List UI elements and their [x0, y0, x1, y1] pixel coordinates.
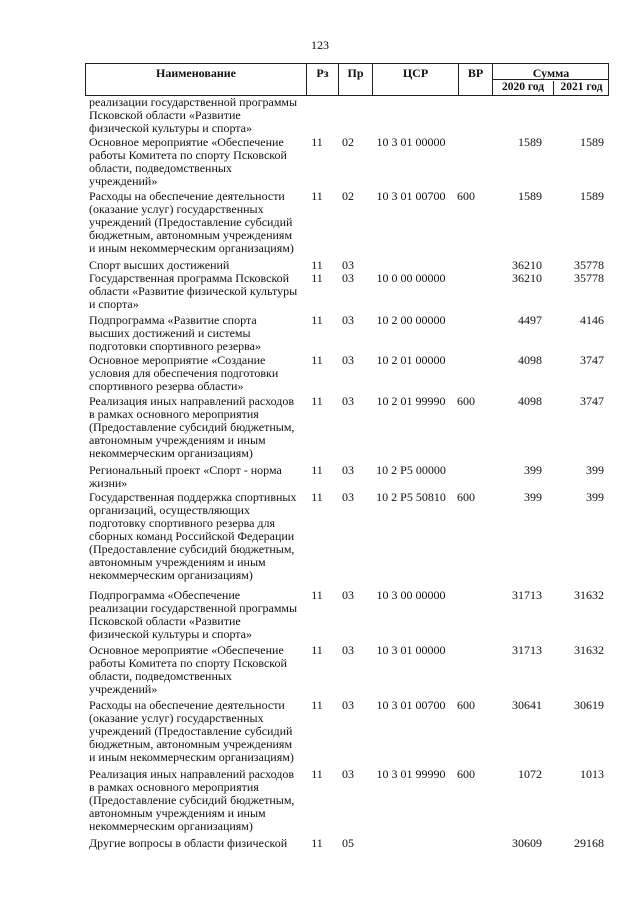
row-vr: 600: [457, 698, 475, 712]
row-pr: 03: [342, 353, 354, 367]
row-sum-2021: 1013: [580, 767, 604, 781]
row-pr: 03: [342, 643, 354, 657]
row-rz: 11: [311, 643, 323, 657]
row-pr: 03: [342, 490, 354, 504]
row-name: Основное мероприятие «Обеспечение работы Комитета по спорту Псковской области, подведомственных учреждений»: [89, 135, 287, 188]
page-number: 123: [311, 38, 329, 52]
row-pr: 05: [342, 836, 354, 850]
row-rz: 11: [311, 836, 323, 850]
row-sum-2020: 31713: [512, 588, 542, 602]
header-csr: ЦСР: [372, 64, 458, 95]
row-rz: 11: [311, 271, 323, 285]
row-sum-2021: 31632: [574, 588, 604, 602]
row-name: Расходы на обеспечение деятельности (оказание услуг) государственных учреждений (Предоставление субсидий бюджетным, автономным учреждениям и иным некоммерческим организациям): [89, 698, 294, 764]
row-sum-2021: 399: [586, 463, 604, 477]
row-name: Основное мероприятие «Обеспечение работы Комитета по спорту Псковской области, подведомственных учреждений»: [89, 643, 287, 696]
row-rz: 11: [311, 588, 323, 602]
row-sum-2021: 399: [586, 490, 604, 504]
row-rz: 11: [311, 698, 323, 712]
row-name: Реализация иных направлений расходов в рамках основного мероприятия (Предоставление субсидий бюджетным, автономным учреждениям и иным некоммерческим организациям): [89, 767, 295, 833]
header-vr: ВР: [458, 64, 492, 95]
row-pr: 03: [342, 463, 354, 477]
row-sum-2020: 31713: [512, 643, 542, 657]
row-sum-2020: 4098: [518, 394, 542, 408]
row-sum-2020: 1589: [518, 135, 542, 149]
row-sum-2021: 1589: [580, 135, 604, 149]
table-header: [85, 63, 609, 96]
row-vr: 600: [457, 394, 475, 408]
row-name: Региональный проект «Спорт - норма жизни»: [89, 463, 282, 490]
row-name: Государственная программа Псковской области «Развитие физической культуры и спорта»: [89, 271, 298, 311]
row-name: Расходы на обеспечение деятельности (оказание услуг) государственных учреждений (Предоставление субсидий бюджетным, автономным учреждениям и иным некоммерческим организациям): [89, 189, 294, 255]
row-name: Реализация иных направлений расходов в рамках основного мероприятия (Предоставление субсидий бюджетным, автономным учреждениям и иным некоммерческим организациям): [89, 394, 295, 460]
row-sum-2020: 4098: [518, 353, 542, 367]
header-rz: Рз: [306, 64, 338, 95]
row-rz: 11: [311, 313, 323, 327]
row-csr: 10 3 01 99990: [376, 767, 446, 781]
row-sum-2020: 30609: [512, 836, 542, 850]
row-csr: 10 3 00 00000: [376, 588, 446, 602]
row-sum-2021: 29168: [574, 836, 604, 850]
row-csr: 10 3 01 00000: [376, 135, 446, 149]
row-csr: 10 3 01 00700: [376, 189, 446, 203]
row-rz: 11: [311, 135, 323, 149]
row-sum-2020: 36210: [512, 258, 542, 272]
row-csr: 10 3 01 00000: [376, 643, 446, 657]
header-year-2020: 2020 год: [501, 81, 545, 93]
row-csr: 10 2 00 00000: [376, 313, 446, 327]
row-pr: 03: [342, 271, 354, 285]
row-sum-2020: 36210: [512, 271, 542, 285]
row-rz: 11: [311, 189, 323, 203]
row-name: реализации государственной программы Псковской области «Развитие физической культуры и спорта»: [89, 95, 298, 135]
row-pr: 03: [342, 588, 354, 602]
row-sum-2021: 3747: [580, 353, 604, 367]
header-pr: Пр: [338, 64, 372, 95]
row-rz: 11: [311, 463, 323, 477]
row-sum-2021: 4146: [580, 313, 604, 327]
row-csr: 10 2 01 99990: [376, 394, 446, 408]
row-csr: 10 2 01 00000: [376, 353, 446, 367]
row-rz: 11: [311, 394, 323, 408]
header-name: Наименование: [156, 66, 236, 80]
row-pr: 03: [342, 698, 354, 712]
row-vr: 600: [457, 767, 475, 781]
row-name: Основное мероприятие «Создание условия для обеспечения подготовки спортивного резерва области»: [89, 353, 279, 393]
row-sum-2021: 35778: [574, 258, 604, 272]
row-sum-2020: 1589: [518, 189, 542, 203]
row-csr: 10 3 01 00700: [376, 698, 446, 712]
header-year-2021: 2021 год: [553, 81, 609, 95]
header-sum-group: [492, 64, 608, 95]
row-rz: 11: [311, 353, 323, 367]
header-divider: [493, 79, 609, 80]
row-name: Другие вопросы в области физической: [89, 836, 288, 850]
row-rz: 11: [311, 258, 323, 272]
header-sum: Сумма: [532, 66, 570, 80]
row-sum-2020: 30641: [512, 698, 542, 712]
row-pr: 02: [342, 135, 354, 149]
row-sum-2021: 1589: [580, 189, 604, 203]
row-name: Спорт высших достижений: [89, 258, 230, 272]
row-sum-2021: 35778: [574, 271, 604, 285]
row-sum-2021: 30619: [574, 698, 604, 712]
row-csr: 10 2 P5 50810: [376, 490, 446, 504]
row-sum-2020: 399: [524, 463, 542, 477]
row-name: Государственная поддержка спортивных организаций, осуществляющих подготовку спортивного резерва для сборных команд Российской Федерации (Предоставление субсидий бюджетным, автономным учреждениям и иным некоммерческим организациям): [89, 490, 297, 582]
row-sum-2021: 3747: [580, 394, 604, 408]
row-pr: 02: [342, 189, 354, 203]
row-pr: 03: [342, 394, 354, 408]
row-rz: 11: [311, 490, 323, 504]
row-sum-2020: 4497: [518, 313, 542, 327]
row-pr: 03: [342, 258, 354, 272]
row-pr: 03: [342, 767, 354, 781]
row-sum-2021: 31632: [574, 643, 604, 657]
row-name: Подпрограмма «Развитие спорта высших достижений и системы подготовки спортивного резерва»: [89, 313, 261, 353]
row-csr: 10 2 P5 00000: [376, 463, 446, 477]
row-sum-2020: 399: [524, 490, 542, 504]
row-csr: 10 0 00 00000: [376, 271, 446, 285]
row-name: Подпрограмма «Обеспечение реализации государственной программы Псковской области «Развитие физической культуры и спорта»: [89, 588, 298, 641]
row-rz: 11: [311, 767, 323, 781]
row-sum-2020: 1072: [518, 767, 542, 781]
row-vr: 600: [457, 189, 475, 203]
row-vr: 600: [457, 490, 475, 504]
row-pr: 03: [342, 313, 354, 327]
